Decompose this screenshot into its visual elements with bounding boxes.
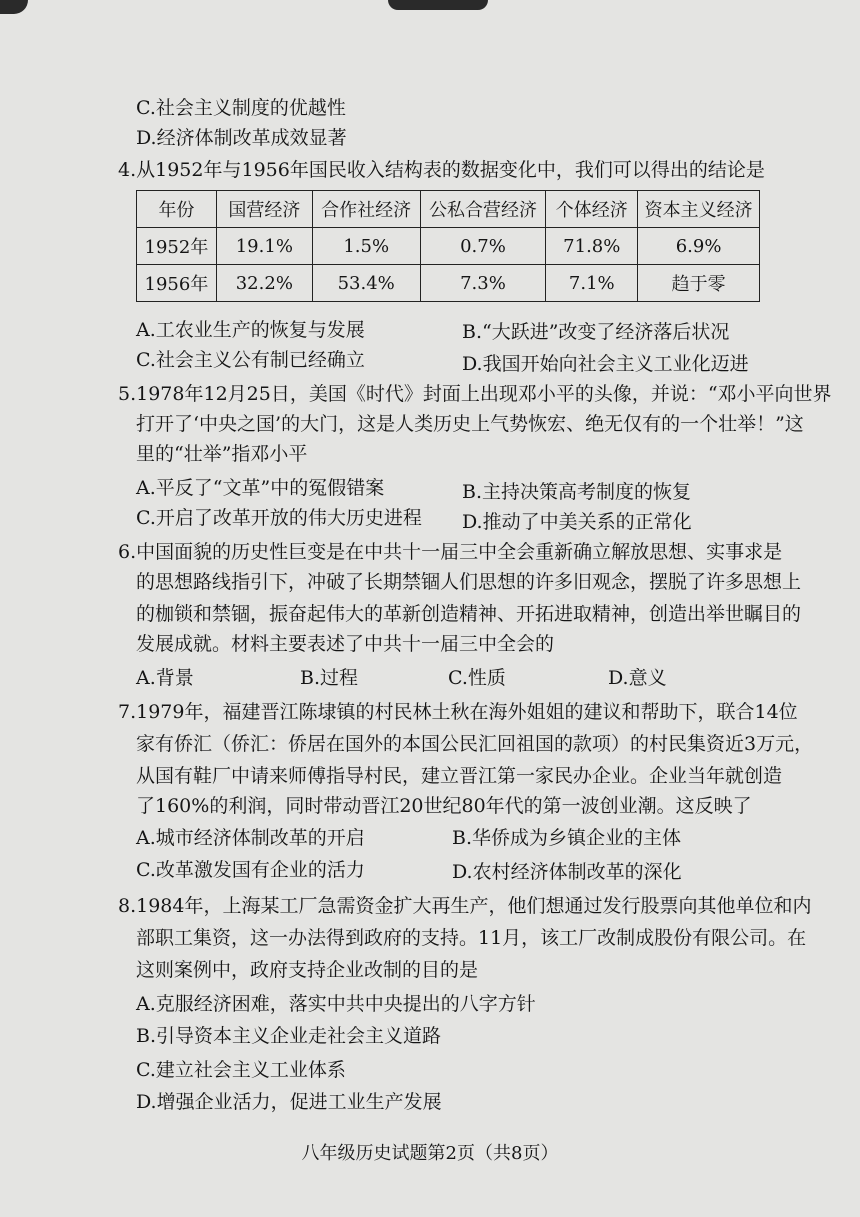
table-header-cell: 个体经济 xyxy=(546,191,638,228)
q6-option-c: C.性质 xyxy=(448,667,506,689)
table-cell: 6.9% xyxy=(638,228,760,265)
table-cell: 19.1% xyxy=(216,228,312,265)
q6-stem-line-2: 的思想路线指引下，冲破了长期禁锢人们思想的许多旧观念，摆脱了许多思想上 xyxy=(136,571,802,593)
q6-option-d: D.意义 xyxy=(608,667,667,689)
q5-stem-line-2: 打开了‘中央之国’的大门，这是人类历史上气势恢宏、绝无仅有的一个壮举！”这 xyxy=(136,413,804,435)
table-cell: 71.8% xyxy=(546,228,638,265)
q5-stem-line-1: 5.1978年12月25日，美国《时代》封面上出现邓小平的头像，并说：“邓小平向世界 xyxy=(118,383,832,405)
page-footer: 八年级历史试题第2页（共8页） xyxy=(301,1143,559,1164)
q5-stem-line-3: 里的“壮举”指邓小平 xyxy=(136,443,308,465)
table-cell: 53.4% xyxy=(312,265,420,302)
table-row xyxy=(137,265,760,302)
table-row xyxy=(137,228,760,265)
table-cell: 0.7% xyxy=(420,228,546,265)
q8-option-a: A.克服经济困难，落实中共中央提出的八字方针 xyxy=(136,993,536,1015)
scan-corner-mark xyxy=(0,0,28,14)
table-header-cell: 合作社经济 xyxy=(312,191,420,228)
q8-option-c: C.建立社会主义工业体系 xyxy=(136,1059,346,1081)
prev-option-d: D.经济体制改革成效显著 xyxy=(136,127,347,149)
table-cell: 趋于零 xyxy=(638,265,760,302)
q7-option-c: C.改革激发国有企业的活力 xyxy=(136,859,365,881)
q6-stem-line-1: 6.中国面貌的历史性巨变是在中共十一届三中全会重新确立解放思想、实事求是 xyxy=(118,541,783,563)
table-header-cell: 国营经济 xyxy=(216,191,312,228)
q6-option-a: A.背景 xyxy=(136,667,194,689)
q7-option-d: D.农村经济体制改革的深化 xyxy=(452,861,682,883)
q7-option-a: A.城市经济体制改革的开启 xyxy=(136,827,365,849)
q6-stem-line-3: 的枷锁和禁锢，振奋起伟大的革新创造精神、开拓进取精神，创造出举世瞩目的 xyxy=(136,603,802,625)
table-cell: 1.5% xyxy=(312,228,420,265)
table-header-cell: 资本主义经济 xyxy=(638,191,760,228)
q5-option-c: C.开启了改革开放的伟大历史进程 xyxy=(136,507,422,529)
q7-stem-line-2: 家有侨汇（侨汇：侨居在国外的本国公民汇回祖国的款项）的村民集资近3万元， xyxy=(136,733,814,755)
q8-option-d: D.增强企业活力，促进工业生产发展 xyxy=(136,1091,442,1113)
q8-stem-line-1: 8.1984年，上海某工厂急需资金扩大再生产，他们想通过发行股票向其他单位和内 xyxy=(118,895,812,917)
national-income-table xyxy=(136,190,760,302)
table-cell: 1956年 xyxy=(137,265,217,302)
prev-option-c: C.社会主义制度的优越性 xyxy=(136,97,346,119)
q5-option-b: B.主持决策高考制度的恢复 xyxy=(462,481,692,503)
q4-option-b: B.“大跃进”改变了经济落后状况 xyxy=(462,321,730,343)
table-cell: 7.1% xyxy=(546,265,638,302)
table-header-cell: 公私合营经济 xyxy=(420,191,546,228)
q4-option-d: D.我国开始向社会主义工业化迈进 xyxy=(462,353,749,375)
q6-option-b: B.过程 xyxy=(300,667,359,689)
q7-stem-line-3: 从国有鞋厂中请来师傅指导村民，建立晋江第一家民办企业。企业当年就创造 xyxy=(136,765,783,787)
q7-stem-line-1: 7.1979年，福建晋江陈埭镇的村民林土秋在海外姐姐的建议和帮助下，联合14位 xyxy=(118,701,798,723)
table-header-cell: 年份 xyxy=(137,191,217,228)
table-header-row xyxy=(137,191,760,228)
scan-top-mark xyxy=(388,0,488,10)
table-cell: 32.2% xyxy=(216,265,312,302)
table-cell: 7.3% xyxy=(420,265,546,302)
q8-stem-line-2: 部职工集资，这一办法得到政府的支持。11月，该工厂改制成股份有限公司。在 xyxy=(136,927,807,949)
q8-stem-line-3: 这则案例中，政府支持企业改制的目的是 xyxy=(136,959,479,981)
q4-option-a: A.工农业生产的恢复与发展 xyxy=(136,319,365,341)
table-cell: 1952年 xyxy=(137,228,217,265)
q5-option-a: A.平反了“文革”中的冤假错案 xyxy=(136,477,385,499)
q7-option-b: B.华侨成为乡镇企业的主体 xyxy=(452,827,682,849)
q8-option-b: B.引导资本主义企业走社会主义道路 xyxy=(136,1025,442,1047)
q4-stem: 4.从1952年与1956年国民收入结构表的数据变化中，我们可以得出的结论是 xyxy=(118,159,765,181)
q7-stem-line-4: 了160%的利润，同时带动晋江20世纪80年代的第一波创业潮。这反映了 xyxy=(136,795,752,817)
q5-option-d: D.推动了中美关系的正常化 xyxy=(462,511,692,533)
q6-stem-line-4: 发展成就。材料主要表述了中共十一届三中全会的 xyxy=(136,633,555,655)
q4-option-c: C.社会主义公有制已经确立 xyxy=(136,349,365,371)
